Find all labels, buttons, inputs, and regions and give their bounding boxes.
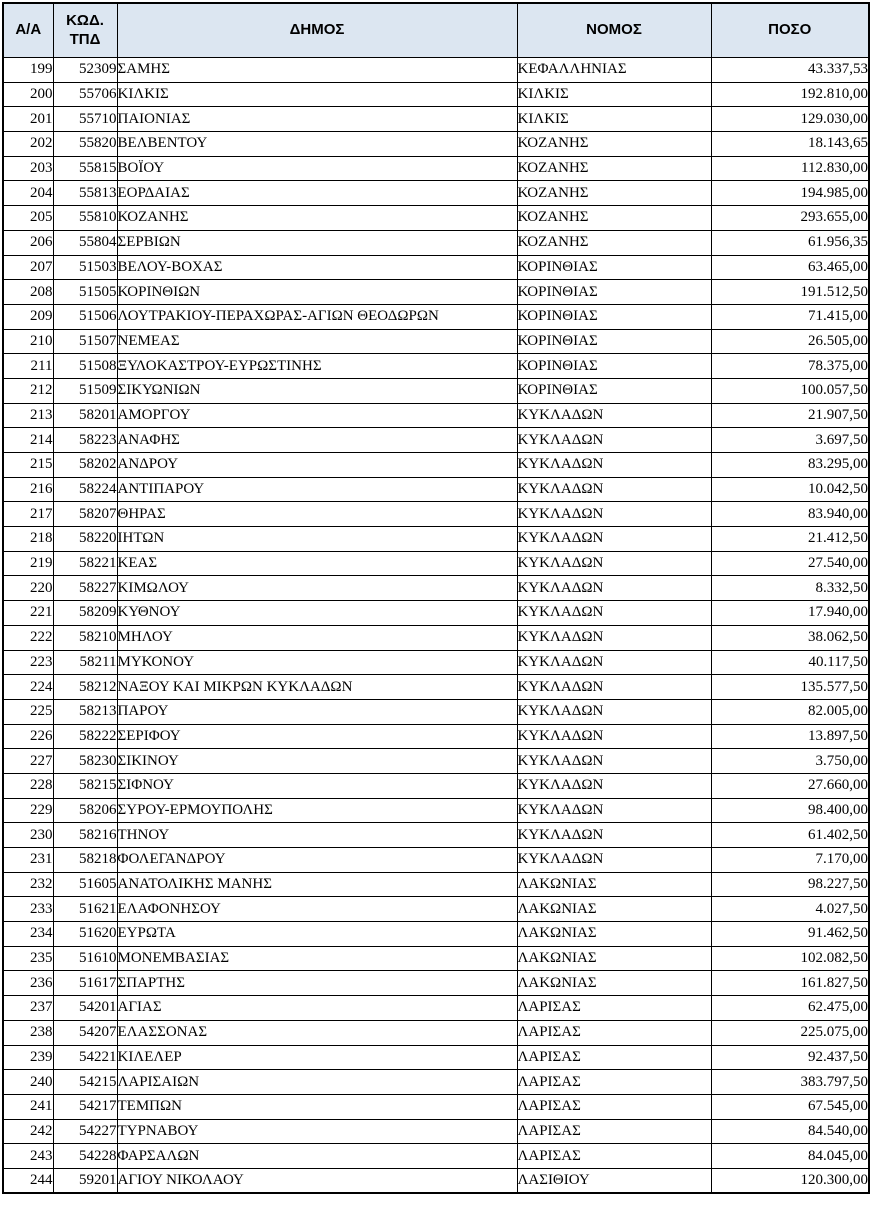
table-row	[3, 1094, 869, 1119]
cell-kod: 52309	[53, 58, 117, 83]
cell-kod: 58221	[53, 551, 117, 576]
cell-aa: 203	[3, 156, 53, 181]
cell-aa: 201	[3, 107, 53, 132]
cell-dimos: ΠΑΙΟΝΙΑΣ	[117, 107, 517, 132]
cell-poso: 194.985,00	[711, 181, 869, 206]
cell-poso: 84.540,00	[711, 1119, 869, 1144]
cell-aa: 208	[3, 280, 53, 305]
cell-aa: 234	[3, 922, 53, 947]
table-row	[3, 699, 869, 724]
cell-nomos: ΛΑΡΙΣΑΣ	[517, 1144, 711, 1169]
cell-kod: 58215	[53, 773, 117, 798]
table-row	[3, 181, 869, 206]
cell-dimos: ΚΙΜΩΛΟΥ	[117, 576, 517, 601]
table-row	[3, 304, 869, 329]
cell-aa: 215	[3, 453, 53, 478]
cell-dimos: ΕΟΡΔΑΙΑΣ	[117, 181, 517, 206]
cell-kod: 54201	[53, 996, 117, 1021]
cell-aa: 200	[3, 82, 53, 107]
cell-kod: 58216	[53, 823, 117, 848]
cell-kod: 51509	[53, 378, 117, 403]
cell-nomos: ΚΥΚΛΑΔΩΝ	[517, 502, 711, 527]
cell-nomos: ΚΙΛΚΙΣ	[517, 82, 711, 107]
table-row	[3, 354, 869, 379]
cell-nomos: ΚΥΚΛΑΔΩΝ	[517, 551, 711, 576]
cell-kod: 58209	[53, 601, 117, 626]
cell-dimos: ΣΙΦΝΟΥ	[117, 773, 517, 798]
cell-kod: 58211	[53, 650, 117, 675]
cell-nomos: ΚΟΖΑΝΗΣ	[517, 230, 711, 255]
cell-kod: 51507	[53, 329, 117, 354]
table-row	[3, 996, 869, 1021]
cell-aa: 220	[3, 576, 53, 601]
table-row	[3, 502, 869, 527]
cell-nomos: ΚΥΚΛΑΔΩΝ	[517, 601, 711, 626]
cell-nomos: ΛΑΚΩΝΙΑΣ	[517, 872, 711, 897]
cell-poso: 78.375,00	[711, 354, 869, 379]
cell-kod: 58223	[53, 428, 117, 453]
cell-aa: 214	[3, 428, 53, 453]
cell-nomos: ΚΥΚΛΑΔΩΝ	[517, 453, 711, 478]
cell-poso: 38.062,50	[711, 625, 869, 650]
cell-poso: 26.505,00	[711, 329, 869, 354]
cell-kod: 55813	[53, 181, 117, 206]
cell-poso: 21.907,50	[711, 403, 869, 428]
cell-aa: 222	[3, 625, 53, 650]
cell-dimos: ΞΥΛΟΚΑΣΤΡΟΥ-ΕΥΡΩΣΤΙΝΗΣ	[117, 354, 517, 379]
cell-poso: 10.042,50	[711, 477, 869, 502]
cell-dimos: ΚΙΛΕΛΕΡ	[117, 1045, 517, 1070]
cell-aa: 211	[3, 354, 53, 379]
allocation-table	[2, 2, 870, 1194]
cell-dimos: ΚΥΘΝΟΥ	[117, 601, 517, 626]
cell-poso: 13.897,50	[711, 724, 869, 749]
cell-aa: 242	[3, 1119, 53, 1144]
cell-aa: 236	[3, 971, 53, 996]
cell-poso: 63.465,00	[711, 255, 869, 280]
cell-aa: 223	[3, 650, 53, 675]
cell-kod: 54217	[53, 1094, 117, 1119]
cell-nomos: ΛΑΡΙΣΑΣ	[517, 1119, 711, 1144]
cell-aa: 238	[3, 1020, 53, 1045]
cell-kod: 58224	[53, 477, 117, 502]
cell-aa: 239	[3, 1045, 53, 1070]
cell-nomos: ΚΟΖΑΝΗΣ	[517, 156, 711, 181]
table-row	[3, 576, 869, 601]
cell-kod: 58212	[53, 675, 117, 700]
cell-kod: 55820	[53, 132, 117, 157]
cell-kod: 51505	[53, 280, 117, 305]
table-row	[3, 946, 869, 971]
cell-poso: 102.082,50	[711, 946, 869, 971]
cell-dimos: ΚΟΡΙΝΘΙΩΝ	[117, 280, 517, 305]
table-row	[3, 823, 869, 848]
cell-nomos: ΚΟΖΑΝΗΣ	[517, 206, 711, 231]
cell-poso: 98.227,50	[711, 872, 869, 897]
cell-dimos: ΤΕΜΠΩΝ	[117, 1094, 517, 1119]
cell-nomos: ΚΥΚΛΑΔΩΝ	[517, 625, 711, 650]
table-row	[3, 428, 869, 453]
cell-kod: 51508	[53, 354, 117, 379]
cell-kod: 51610	[53, 946, 117, 971]
cell-kod: 51620	[53, 922, 117, 947]
cell-nomos: ΛΑΡΙΣΑΣ	[517, 1045, 711, 1070]
cell-kod: 54228	[53, 1144, 117, 1169]
cell-kod: 54215	[53, 1070, 117, 1095]
cell-dimos: ΕΛΑΦΟΝΗΣΟΥ	[117, 897, 517, 922]
table-row	[3, 206, 869, 231]
cell-kod: 54207	[53, 1020, 117, 1045]
cell-poso: 27.540,00	[711, 551, 869, 576]
cell-dimos: ΒΟΪΟΥ	[117, 156, 517, 181]
cell-dimos: ΝΕΜΕΑΣ	[117, 329, 517, 354]
cell-dimos: ΕΥΡΩΤΑ	[117, 922, 517, 947]
cell-poso: 4.027,50	[711, 897, 869, 922]
cell-poso: 40.117,50	[711, 650, 869, 675]
cell-dimos: ΠΑΡΟΥ	[117, 699, 517, 724]
table-row	[3, 1070, 869, 1095]
cell-dimos: ΛΑΡΙΣΑΙΩΝ	[117, 1070, 517, 1095]
cell-poso: 84.045,00	[711, 1144, 869, 1169]
cell-dimos: ΑΝΑΦΗΣ	[117, 428, 517, 453]
cell-dimos: ΘΗΡΑΣ	[117, 502, 517, 527]
cell-aa: 206	[3, 230, 53, 255]
cell-poso: 67.545,00	[711, 1094, 869, 1119]
cell-aa: 226	[3, 724, 53, 749]
table-row	[3, 477, 869, 502]
cell-kod: 58230	[53, 749, 117, 774]
cell-aa: 207	[3, 255, 53, 280]
cell-poso: 61.402,50	[711, 823, 869, 848]
cell-aa: 212	[3, 378, 53, 403]
cell-poso: 191.512,50	[711, 280, 869, 305]
cell-aa: 221	[3, 601, 53, 626]
table-row	[3, 132, 869, 157]
table-row	[3, 1020, 869, 1045]
header-row	[3, 3, 869, 58]
cell-poso: 120.300,00	[711, 1168, 869, 1193]
cell-aa: 235	[3, 946, 53, 971]
cell-kod: 55804	[53, 230, 117, 255]
cell-dimos: ΝΑΞΟΥ ΚΑΙ ΜΙΚΡΩΝ ΚΥΚΛΑΔΩΝ	[117, 675, 517, 700]
table-row	[3, 724, 869, 749]
cell-aa: 231	[3, 848, 53, 873]
table-row	[3, 378, 869, 403]
cell-poso: 129.030,00	[711, 107, 869, 132]
cell-nomos: ΚΥΚΛΑΔΩΝ	[517, 477, 711, 502]
cell-nomos: ΚΥΚΛΑΔΩΝ	[517, 699, 711, 724]
cell-poso: 92.437,50	[711, 1045, 869, 1070]
cell-dimos: ΒΕΛΟΥ-ΒΟΧΑΣ	[117, 255, 517, 280]
cell-aa: 225	[3, 699, 53, 724]
table-row	[3, 922, 869, 947]
table-body	[3, 58, 869, 1194]
table-row	[3, 773, 869, 798]
cell-dimos: ΑΝΔΡΟΥ	[117, 453, 517, 478]
cell-poso: 98.400,00	[711, 798, 869, 823]
cell-poso: 82.005,00	[711, 699, 869, 724]
cell-aa: 237	[3, 996, 53, 1021]
cell-nomos: ΚΥΚΛΑΔΩΝ	[517, 650, 711, 675]
cell-nomos: ΚΥΚΛΑΔΩΝ	[517, 773, 711, 798]
cell-dimos: ΚΟΖΑΝΗΣ	[117, 206, 517, 231]
cell-kod: 58201	[53, 403, 117, 428]
table-header	[3, 3, 869, 58]
cell-kod: 59201	[53, 1168, 117, 1193]
table-row	[3, 1168, 869, 1193]
cell-dimos: ΣΠΑΡΤΗΣ	[117, 971, 517, 996]
cell-poso: 112.830,00	[711, 156, 869, 181]
cell-poso: 3.697,50	[711, 428, 869, 453]
cell-nomos: ΚΟΖΑΝΗΣ	[517, 181, 711, 206]
cell-dimos: ΦΑΡΣΑΛΩΝ	[117, 1144, 517, 1169]
table-row	[3, 107, 869, 132]
cell-poso: 43.337,53	[711, 58, 869, 83]
table-row	[3, 1144, 869, 1169]
table-row	[3, 749, 869, 774]
header-cell-kod: ΚΩΔ. ΤΠΔ	[53, 3, 117, 58]
cell-poso: 383.797,50	[711, 1070, 869, 1095]
cell-nomos: ΚΟΡΙΝΘΙΑΣ	[517, 304, 711, 329]
cell-dimos: ΣΙΚΥΩΝΙΩΝ	[117, 378, 517, 403]
cell-poso: 18.143,65	[711, 132, 869, 157]
cell-poso: 27.660,00	[711, 773, 869, 798]
cell-nomos: ΚΥΚΛΑΔΩΝ	[517, 527, 711, 552]
table-row	[3, 1045, 869, 1070]
cell-aa: 219	[3, 551, 53, 576]
cell-kod: 55815	[53, 156, 117, 181]
cell-poso: 8.332,50	[711, 576, 869, 601]
table-row	[3, 798, 869, 823]
cell-kod: 58210	[53, 625, 117, 650]
cell-aa: 230	[3, 823, 53, 848]
cell-kod: 58222	[53, 724, 117, 749]
cell-aa: 205	[3, 206, 53, 231]
cell-kod: 51617	[53, 971, 117, 996]
table-row	[3, 82, 869, 107]
cell-nomos: ΛΑΣΙΘΙΟΥ	[517, 1168, 711, 1193]
cell-kod: 58207	[53, 502, 117, 527]
cell-dimos: ΣΕΡΙΦΟΥ	[117, 724, 517, 749]
cell-kod: 55710	[53, 107, 117, 132]
cell-dimos: ΕΛΑΣΣΟΝΑΣ	[117, 1020, 517, 1045]
cell-poso: 61.956,35	[711, 230, 869, 255]
cell-poso: 293.655,00	[711, 206, 869, 231]
cell-dimos: ΣΙΚΙΝΟΥ	[117, 749, 517, 774]
cell-poso: 100.057,50	[711, 378, 869, 403]
cell-aa: 229	[3, 798, 53, 823]
cell-nomos: ΚΥΚΛΑΔΩΝ	[517, 749, 711, 774]
cell-dimos: ΣΕΡΒΙΩΝ	[117, 230, 517, 255]
cell-dimos: ΦΟΛΕΓΑΝΔΡΟΥ	[117, 848, 517, 873]
cell-aa: 233	[3, 897, 53, 922]
table-row	[3, 897, 869, 922]
cell-dimos: ΚΕΑΣ	[117, 551, 517, 576]
cell-dimos: ΤΥΡΝΑΒΟΥ	[117, 1119, 517, 1144]
cell-kod: 54227	[53, 1119, 117, 1144]
cell-nomos: ΚΥΚΛΑΔΩΝ	[517, 428, 711, 453]
cell-kod: 58213	[53, 699, 117, 724]
cell-nomos: ΛΑΚΩΝΙΑΣ	[517, 971, 711, 996]
cell-aa: 232	[3, 872, 53, 897]
table-row	[3, 1119, 869, 1144]
cell-aa: 213	[3, 403, 53, 428]
cell-poso: 192.810,00	[711, 82, 869, 107]
cell-kod: 55706	[53, 82, 117, 107]
cell-nomos: ΚΟΡΙΝΘΙΑΣ	[517, 354, 711, 379]
cell-nomos: ΚΥΚΛΑΔΩΝ	[517, 848, 711, 873]
cell-dimos: ΑΓΙΑΣ	[117, 996, 517, 1021]
table-row	[3, 675, 869, 700]
table-row	[3, 601, 869, 626]
cell-kod: 51621	[53, 897, 117, 922]
cell-dimos: ΑΝΤΙΠΑΡΟΥ	[117, 477, 517, 502]
table-row	[3, 650, 869, 675]
cell-aa: 209	[3, 304, 53, 329]
cell-dimos: ΜΟΝΕΜΒΑΣΙΑΣ	[117, 946, 517, 971]
cell-poso: 21.412,50	[711, 527, 869, 552]
cell-dimos: ΒΕΛΒΕΝΤΟΥ	[117, 132, 517, 157]
cell-nomos: ΛΑΡΙΣΑΣ	[517, 1094, 711, 1119]
table-row	[3, 453, 869, 478]
cell-kod: 55810	[53, 206, 117, 231]
cell-nomos: ΚΥΚΛΑΔΩΝ	[517, 798, 711, 823]
table-row	[3, 403, 869, 428]
cell-dimos: ΑΜΟΡΓΟΥ	[117, 403, 517, 428]
cell-poso: 83.295,00	[711, 453, 869, 478]
cell-nomos: ΛΑΡΙΣΑΣ	[517, 1070, 711, 1095]
table-row	[3, 848, 869, 873]
cell-aa: 227	[3, 749, 53, 774]
table-row	[3, 971, 869, 996]
cell-aa: 216	[3, 477, 53, 502]
cell-aa: 217	[3, 502, 53, 527]
cell-nomos: ΚΟΡΙΝΘΙΑΣ	[517, 329, 711, 354]
cell-aa: 228	[3, 773, 53, 798]
cell-kod: 58206	[53, 798, 117, 823]
cell-nomos: ΚΥΚΛΑΔΩΝ	[517, 823, 711, 848]
cell-kod: 51605	[53, 872, 117, 897]
header-cell-dimos: ΔΗΜΟΣ	[117, 3, 517, 58]
cell-kod: 58227	[53, 576, 117, 601]
cell-aa: 199	[3, 58, 53, 83]
cell-kod: 58202	[53, 453, 117, 478]
cell-aa: 204	[3, 181, 53, 206]
header-cell-nomos: ΝΟΜΟΣ	[517, 3, 711, 58]
cell-poso: 17.940,00	[711, 601, 869, 626]
cell-dimos: ΙΗΤΩΝ	[117, 527, 517, 552]
cell-nomos: ΚΥΚΛΑΔΩΝ	[517, 403, 711, 428]
cell-aa: 218	[3, 527, 53, 552]
table-row	[3, 230, 869, 255]
header-cell-aa: Α/Α	[3, 3, 53, 58]
cell-kod: 51506	[53, 304, 117, 329]
cell-poso: 91.462,50	[711, 922, 869, 947]
cell-poso: 83.940,00	[711, 502, 869, 527]
cell-dimos: ΤΗΝΟΥ	[117, 823, 517, 848]
cell-nomos: ΚΟΡΙΝΘΙΑΣ	[517, 378, 711, 403]
cell-nomos: ΚΟΡΙΝΘΙΑΣ	[517, 255, 711, 280]
cell-poso: 7.170,00	[711, 848, 869, 873]
table-row	[3, 551, 869, 576]
cell-nomos: ΚΕΦΑΛΛΗΝΙΑΣ	[517, 58, 711, 83]
header-cell-poso: ΠΟΣΟ	[711, 3, 869, 58]
cell-dimos: ΣΑΜΗΣ	[117, 58, 517, 83]
cell-dimos: ΑΝΑΤΟΛΙΚΗΣ ΜΑΝΗΣ	[117, 872, 517, 897]
table-row	[3, 527, 869, 552]
cell-poso: 62.475,00	[711, 996, 869, 1021]
cell-kod: 58218	[53, 848, 117, 873]
cell-aa: 240	[3, 1070, 53, 1095]
cell-poso: 71.415,00	[711, 304, 869, 329]
cell-aa: 210	[3, 329, 53, 354]
cell-kod: 58220	[53, 527, 117, 552]
cell-poso: 161.827,50	[711, 971, 869, 996]
cell-poso: 225.075,00	[711, 1020, 869, 1045]
cell-poso: 135.577,50	[711, 675, 869, 700]
cell-nomos: ΚΟΖΑΝΗΣ	[517, 132, 711, 157]
cell-kod: 54221	[53, 1045, 117, 1070]
table-row	[3, 255, 869, 280]
cell-nomos: ΚΥΚΛΑΔΩΝ	[517, 576, 711, 601]
table-row	[3, 329, 869, 354]
cell-nomos: ΚΥΚΛΑΔΩΝ	[517, 724, 711, 749]
cell-nomos: ΛΑΚΩΝΙΑΣ	[517, 897, 711, 922]
table-row	[3, 625, 869, 650]
cell-aa: 244	[3, 1168, 53, 1193]
cell-nomos: ΛΑΡΙΣΑΣ	[517, 1020, 711, 1045]
cell-aa: 243	[3, 1144, 53, 1169]
cell-dimos: ΣΥΡΟΥ-ΕΡΜΟΥΠΟΛΗΣ	[117, 798, 517, 823]
cell-dimos: ΜΗΛΟΥ	[117, 625, 517, 650]
cell-dimos: ΛΟΥΤΡΑΚΙΟΥ-ΠΕΡΑΧΩΡΑΣ-ΑΓΙΩΝ ΘΕΟΔΩΡΩΝ	[117, 304, 517, 329]
cell-nomos: ΚΟΡΙΝΘΙΑΣ	[517, 280, 711, 305]
cell-nomos: ΚΙΛΚΙΣ	[517, 107, 711, 132]
cell-poso: 3.750,00	[711, 749, 869, 774]
cell-dimos: ΚΙΛΚΙΣ	[117, 82, 517, 107]
cell-nomos: ΚΥΚΛΑΔΩΝ	[517, 675, 711, 700]
cell-aa: 202	[3, 132, 53, 157]
table-row	[3, 58, 869, 83]
cell-nomos: ΛΑΡΙΣΑΣ	[517, 996, 711, 1021]
table-row	[3, 872, 869, 897]
table-row	[3, 280, 869, 305]
cell-nomos: ΛΑΚΩΝΙΑΣ	[517, 946, 711, 971]
table-row	[3, 156, 869, 181]
cell-kod: 51503	[53, 255, 117, 280]
cell-aa: 224	[3, 675, 53, 700]
cell-dimos: ΑΓΙΟΥ ΝΙΚΟΛΑΟΥ	[117, 1168, 517, 1193]
cell-aa: 241	[3, 1094, 53, 1119]
cell-dimos: ΜΥΚΟΝΟΥ	[117, 650, 517, 675]
cell-nomos: ΛΑΚΩΝΙΑΣ	[517, 922, 711, 947]
